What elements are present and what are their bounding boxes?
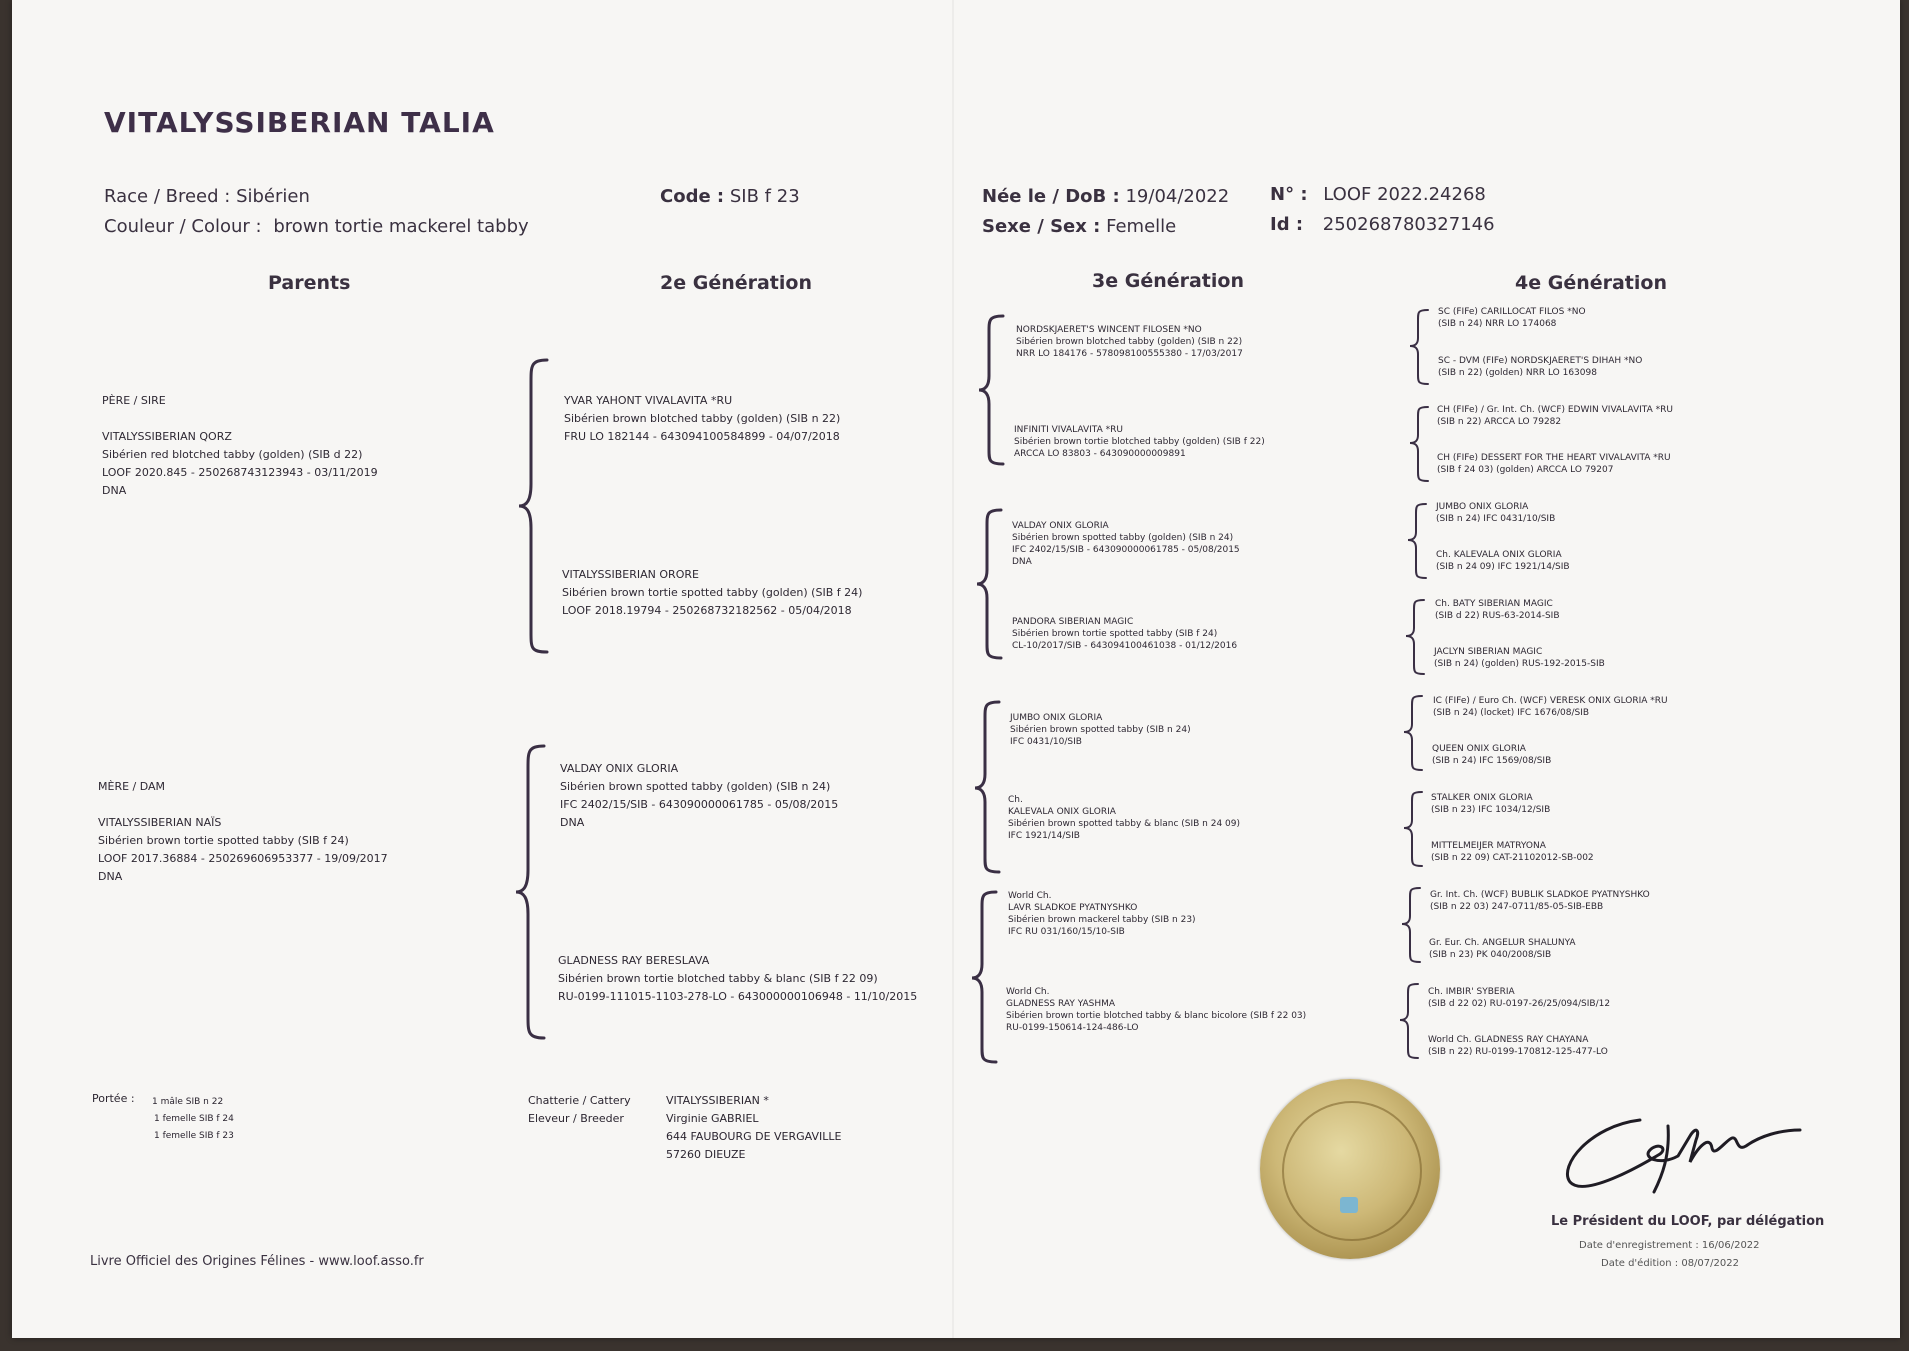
gen3-entry-2 <box>1014 424 1265 460</box>
gen3-bracket-2 <box>1408 405 1434 485</box>
gen4-entry-5 <box>1436 501 1555 525</box>
gen4-heading: 4e Génération <box>1515 272 1667 294</box>
gen4-line2: (SIB d 22) RUS-63-2014-SIB <box>1435 611 1560 621</box>
gen4-line1: SC - DVM (FIFe) NORDSKJAERET'S DIHAH *NO <box>1438 356 1643 366</box>
gen4-line1: SC (FIFe) CARILLOCAT FILOS *NO <box>1438 307 1586 317</box>
hologram-seal <box>1260 1079 1440 1259</box>
gen3-name: INFINITI VIVALAVITA *RU <box>1014 425 1123 435</box>
gen4-line2: (SIB n 22 09) CAT-21102012-SB-002 <box>1431 853 1594 863</box>
id-row <box>1270 214 1495 235</box>
gen3-reg: IFC 0431/10/SIB <box>1010 737 1082 747</box>
gen2-bracket-1 <box>977 314 1011 468</box>
litter-list <box>152 1094 234 1145</box>
loof-footer: Livre Officiel des Origines Félines - www.loof.asso.fr <box>90 1254 424 1269</box>
seal-ring <box>1282 1101 1422 1241</box>
parents-heading: Parents <box>268 272 351 294</box>
president-caption: Le Président du LOOF, par délégation <box>1551 1214 1825 1229</box>
breed-row <box>104 186 310 207</box>
gen2-name: VITALYSSIBERIAN ORORE <box>562 568 699 581</box>
gen3-name: NORDSKJAERET'S WINCENT FILOSEN *NO <box>1016 325 1202 335</box>
gen3-reg: CL-10/2017/SIB - 643094100461038 - 01/12/2016 <box>1012 641 1238 651</box>
gen2-name: VALDAY ONIX GLORIA <box>560 762 679 775</box>
gen3-bracket-8 <box>1398 982 1424 1062</box>
gen4-entry-10 <box>1432 743 1551 767</box>
gen3-bracket-1 <box>1408 308 1434 388</box>
gen4-line1: Ch. IMBIR' SYBERIA <box>1428 987 1515 997</box>
dam-reg: LOOF 2017.36884 - 250269606953377 - 19/09/2017 <box>98 852 388 865</box>
gen3-desc: Sibérien brown mackerel tabby (SIB n 23) <box>1008 915 1196 925</box>
gen4-entry-13 <box>1430 889 1650 913</box>
dam-bracket <box>514 744 554 1044</box>
sire-extra: DNA <box>102 484 127 497</box>
gen2-desc: Sibérien brown tortie blotched tabby & blanc (SIB f 22 09) <box>558 972 878 985</box>
breeder-address2: 57260 DIEUZE <box>666 1148 746 1161</box>
gen4-line1: JACLYN SIBERIAN MAGIC <box>1434 647 1543 657</box>
fold-crease <box>952 0 954 1338</box>
registration-date: Date d'enregistrement : 16/06/2022 <box>1579 1240 1760 1251</box>
gen4-line2: (SIB n 24 09) IFC 1921/14/SIB <box>1436 562 1570 572</box>
gen4-entry-2 <box>1438 355 1642 379</box>
gen4-entry-6 <box>1436 549 1570 573</box>
gen4-entry-12 <box>1431 840 1594 864</box>
gen4-line1: Gr. Int. Ch. (WCF) BUBLIK SLADKOE PYATNYSHKO <box>1430 890 1650 900</box>
breed-label: Race / Breed : <box>104 186 231 207</box>
sire-reg: LOOF 2020.845 - 250268743123943 - 03/11/2019 <box>102 466 378 479</box>
breeder-name: Virginie GABRIEL <box>666 1112 759 1125</box>
sire-name: VITALYSSIBERIAN QORZ <box>102 430 232 443</box>
gen2-name: GLADNESS RAY BERESLAVA <box>558 954 710 967</box>
gen3-entry-6 <box>1008 794 1240 842</box>
gen2-desc: Sibérien brown tortie spotted tabby (golden) (SIB f 24) <box>562 586 863 599</box>
seal-hologram-mark <box>1340 1197 1358 1213</box>
gen3-bracket-4 <box>1404 598 1430 678</box>
gen4-line1: Ch. KALEVALA ONIX GLORIA <box>1436 550 1562 560</box>
gen4-line2: (SIB n 24) (golden) RUS-192-2015-SIB <box>1434 659 1605 669</box>
gen3-reg: IFC 1921/14/SIB <box>1008 831 1080 841</box>
gen3-heading: 3e Génération <box>1092 270 1244 292</box>
cattery-label: Chatterie / Cattery <box>528 1094 631 1107</box>
gen3-desc: Sibérien brown blotched tabby (golden) (SIB n 22) <box>1016 337 1243 347</box>
gen3-entry-8 <box>1006 986 1306 1034</box>
president-signature <box>1550 1096 1820 1206</box>
sex-row <box>982 216 1176 237</box>
pedigree-sheet <box>12 0 1900 1338</box>
gen2-reg: IFC 2402/15/SIB - 643090000061785 - 05/08/2015 <box>560 798 839 811</box>
gen2-extra: DNA <box>560 816 585 829</box>
gen4-line2: (SIB n 22) ARCCA LO 79282 <box>1437 417 1562 427</box>
gen3-entry-4 <box>1012 616 1237 652</box>
gen3-title: Ch. <box>1008 795 1023 805</box>
number-value: LOOF 2022.24268 <box>1323 184 1486 205</box>
dam-entry <box>98 778 388 886</box>
id-value: 250268780327146 <box>1322 214 1495 235</box>
gen3-name: GLADNESS RAY YASHMA <box>1006 999 1116 1009</box>
edition-date: Date d'édition : 08/07/2022 <box>1601 1258 1739 1269</box>
gen3-reg: IFC RU 031/160/15/10-SIB <box>1008 927 1125 937</box>
gen3-desc: Sibérien brown spotted tabby (golden) (SIB n 24) <box>1012 533 1234 543</box>
breeder-label: Eleveur / Breeder <box>528 1112 624 1125</box>
gen4-line2: (SIB n 23) IFC 1034/12/SIB <box>1431 805 1551 815</box>
gen3-reg: NRR LO 184176 - 578098100555380 - 17/03/2017 <box>1016 349 1243 359</box>
dam-name: VITALYSSIBERIAN NAÏS <box>98 816 222 829</box>
gen2-desc: Sibérien brown spotted tabby (golden) (SIB n 24) <box>560 780 831 793</box>
cat-name-title: VITALYSSIBERIAN TALIA <box>104 106 495 139</box>
id-label: Id : <box>1270 214 1304 235</box>
gen3-reg: RU-0199-150614-124-486-LO <box>1006 1023 1139 1033</box>
gen2-bracket-4 <box>970 890 1004 1070</box>
code-row <box>660 186 800 207</box>
breed-value: Sibérien <box>236 186 310 207</box>
gen4-line2: (SIB n 24) IFC 0431/10/SIB <box>1436 514 1556 524</box>
litter-item: 1 femelle SIB f 24 <box>154 1114 234 1124</box>
sire-entry <box>102 392 378 500</box>
gen4-line1: MITTELMEIJER MATRYONA <box>1431 841 1546 851</box>
gen4-line2: (SIB n 23) PK 040/2008/SIB <box>1429 950 1552 960</box>
dam-desc: Sibérien brown tortie spotted tabby (SIB f 24) <box>98 834 349 847</box>
gen4-entry-14 <box>1429 937 1576 961</box>
gen3-entry-7 <box>1008 890 1196 938</box>
gen3-entry-5 <box>1010 712 1191 748</box>
gen4-line2: (SIB n 24) (locket) IFC 1676/08/SIB <box>1433 708 1590 718</box>
number-label: N° : <box>1270 184 1308 205</box>
breeder-labels <box>528 1092 631 1128</box>
gen3-name: LAVR SLADKOE PYATNYSHKO <box>1008 903 1138 913</box>
cattery-name: VITALYSSIBERIAN * <box>666 1094 769 1107</box>
gen2-reg: RU-0199-111015-1103-278-LO - 643000000106948 - 11/10/2015 <box>558 990 918 1003</box>
gen3-desc: Sibérien brown tortie blotched tabby & blanc bicolore (SIB f 22 03) <box>1006 1011 1307 1021</box>
gen2-entry-3 <box>560 760 838 832</box>
gen4-line1: Gr. Eur. Ch. ANGELUR SHALUNYA <box>1429 938 1576 948</box>
gen3-desc: Sibérien brown tortie blotched tabby (golden) (SIB f 22) <box>1014 437 1265 447</box>
sex-value: Femelle <box>1106 216 1177 237</box>
gen4-line1: QUEEN ONIX GLORIA <box>1432 744 1526 754</box>
gen4-line1: JUMBO ONIX GLORIA <box>1436 502 1529 512</box>
gen3-name: PANDORA SIBERIAN MAGIC <box>1012 617 1134 627</box>
gen4-entry-16 <box>1428 1034 1608 1058</box>
gen4-line1: Ch. BATY SIBERIAN MAGIC <box>1435 599 1553 609</box>
gen3-entry-1 <box>1016 324 1243 360</box>
code-label: Code : <box>660 186 725 207</box>
gen2-bracket-3 <box>973 700 1007 880</box>
litter-item: 1 femelle SIB f 23 <box>154 1131 234 1141</box>
litter-label: Portée : <box>92 1092 135 1105</box>
gen3-desc: Sibérien brown spotted tabby & blanc (SIB n 24 09) <box>1008 819 1241 829</box>
dob-row <box>982 186 1229 207</box>
gen4-entry-15 <box>1428 986 1610 1010</box>
gen4-line1: World Ch. GLADNESS RAY CHAYANA <box>1428 1035 1589 1045</box>
gen4-line2: (SIB f 24 03) (golden) ARCCA LO 79207 <box>1437 465 1614 475</box>
gen4-line2: (SIB n 22 03) 247-0711/85-05-SIB-EBB <box>1430 902 1604 912</box>
gen4-line2: (SIB n 22) RU-0199-170812-125-477-LO <box>1428 1047 1608 1057</box>
colour-label: Couleur / Colour : <box>104 216 262 237</box>
gen4-line2: (SIB n 24) IFC 1569/08/SIB <box>1432 756 1552 766</box>
gen2-reg: FRU LO 182144 - 643094100584899 - 04/07/2018 <box>564 430 840 443</box>
gen4-entry-8 <box>1434 646 1605 670</box>
gen3-name: VALDAY ONIX GLORIA <box>1012 521 1109 531</box>
gen2-desc: Sibérien brown blotched tabby (golden) (SIB n 22) <box>564 412 841 425</box>
gen4-line2: (SIB d 22 02) RU-0197-26/25/094/SIB/12 <box>1428 999 1611 1009</box>
gen4-entry-7 <box>1435 598 1560 622</box>
gen4-entry-9 <box>1433 695 1668 719</box>
breeder-info <box>666 1092 841 1164</box>
dam-extra: DNA <box>98 870 123 883</box>
colour-row <box>104 216 529 237</box>
sex-label: Sexe / Sex : <box>982 216 1101 237</box>
gen4-line2: (SIB n 22) (golden) NRR LO 163098 <box>1438 368 1597 378</box>
gen2-entry-2 <box>562 566 862 620</box>
gen4-entry-4 <box>1437 452 1671 476</box>
gen2-entry-4 <box>558 952 917 1006</box>
gen2-reg: LOOF 2018.19794 - 250268732182562 - 05/04/2018 <box>562 604 852 617</box>
gen4-line1: CH (FIFe) / Gr. Int. Ch. (WCF) EDWIN VIVALAVITA *RU <box>1437 405 1673 415</box>
gen4-entry-1 <box>1438 306 1586 330</box>
number-row <box>1270 184 1486 205</box>
gen4-entry-11 <box>1431 792 1550 816</box>
sire-bracket <box>517 358 557 658</box>
gen4-line1: CH (FIFe) DESSERT FOR THE HEART VIVALAVITA *RU <box>1437 453 1671 463</box>
breeder-address1: 644 FAUBOURG DE VERGAVILLE <box>666 1130 842 1143</box>
sire-desc: Sibérien red blotched tabby (golden) (SIB d 22) <box>102 448 363 461</box>
gen2-heading: 2e Génération <box>660 272 812 294</box>
gen3-name: JUMBO ONIX GLORIA <box>1010 713 1103 723</box>
gen3-bracket-5 <box>1402 694 1428 774</box>
dam-label: MÈRE / DAM <box>98 780 166 793</box>
gen4-line2: (SIB n 24) NRR LO 174068 <box>1438 319 1557 329</box>
gen2-entry-1 <box>564 392 840 446</box>
gen3-extra: DNA <box>1012 557 1032 567</box>
dob-value: 19/04/2022 <box>1125 186 1230 207</box>
code-value: SIB f 23 <box>729 186 800 207</box>
gen4-line1: IC (FIFe) / Euro Ch. (WCF) VERESK ONIX GLORIA *RU <box>1433 696 1668 706</box>
gen3-name: KALEVALA ONIX GLORIA <box>1008 807 1116 817</box>
gen3-bracket-6 <box>1402 790 1428 870</box>
gen3-desc: Sibérien brown tortie spotted tabby (SIB f 24) <box>1012 629 1218 639</box>
gen4-line1: STALKER ONIX GLORIA <box>1431 793 1533 803</box>
gen3-bracket-3 <box>1406 502 1432 582</box>
gen4-entry-3 <box>1437 404 1673 428</box>
colour-value: brown tortie mackerel tabby <box>273 216 529 237</box>
gen3-bracket-7 <box>1400 886 1426 966</box>
gen3-reg: IFC 2402/15/SIB - 643090000061785 - 05/08/2015 <box>1012 545 1240 555</box>
gen3-reg: ARCCA LO 83803 - 643090000009891 <box>1014 449 1186 459</box>
sire-label: PÈRE / SIRE <box>102 394 166 407</box>
litter-item: 1 mâle SIB n 22 <box>152 1097 224 1107</box>
gen2-name: YVAR YAHONT VIVALAVITA *RU <box>564 394 733 407</box>
gen2-bracket-2 <box>975 508 1009 662</box>
gen3-title: World Ch. <box>1008 891 1052 901</box>
gen3-title: World Ch. <box>1006 987 1050 997</box>
gen3-desc: Sibérien brown spotted tabby (SIB n 24) <box>1010 725 1191 735</box>
dob-label: Née le / DoB : <box>982 186 1120 207</box>
gen3-entry-3 <box>1012 520 1240 568</box>
